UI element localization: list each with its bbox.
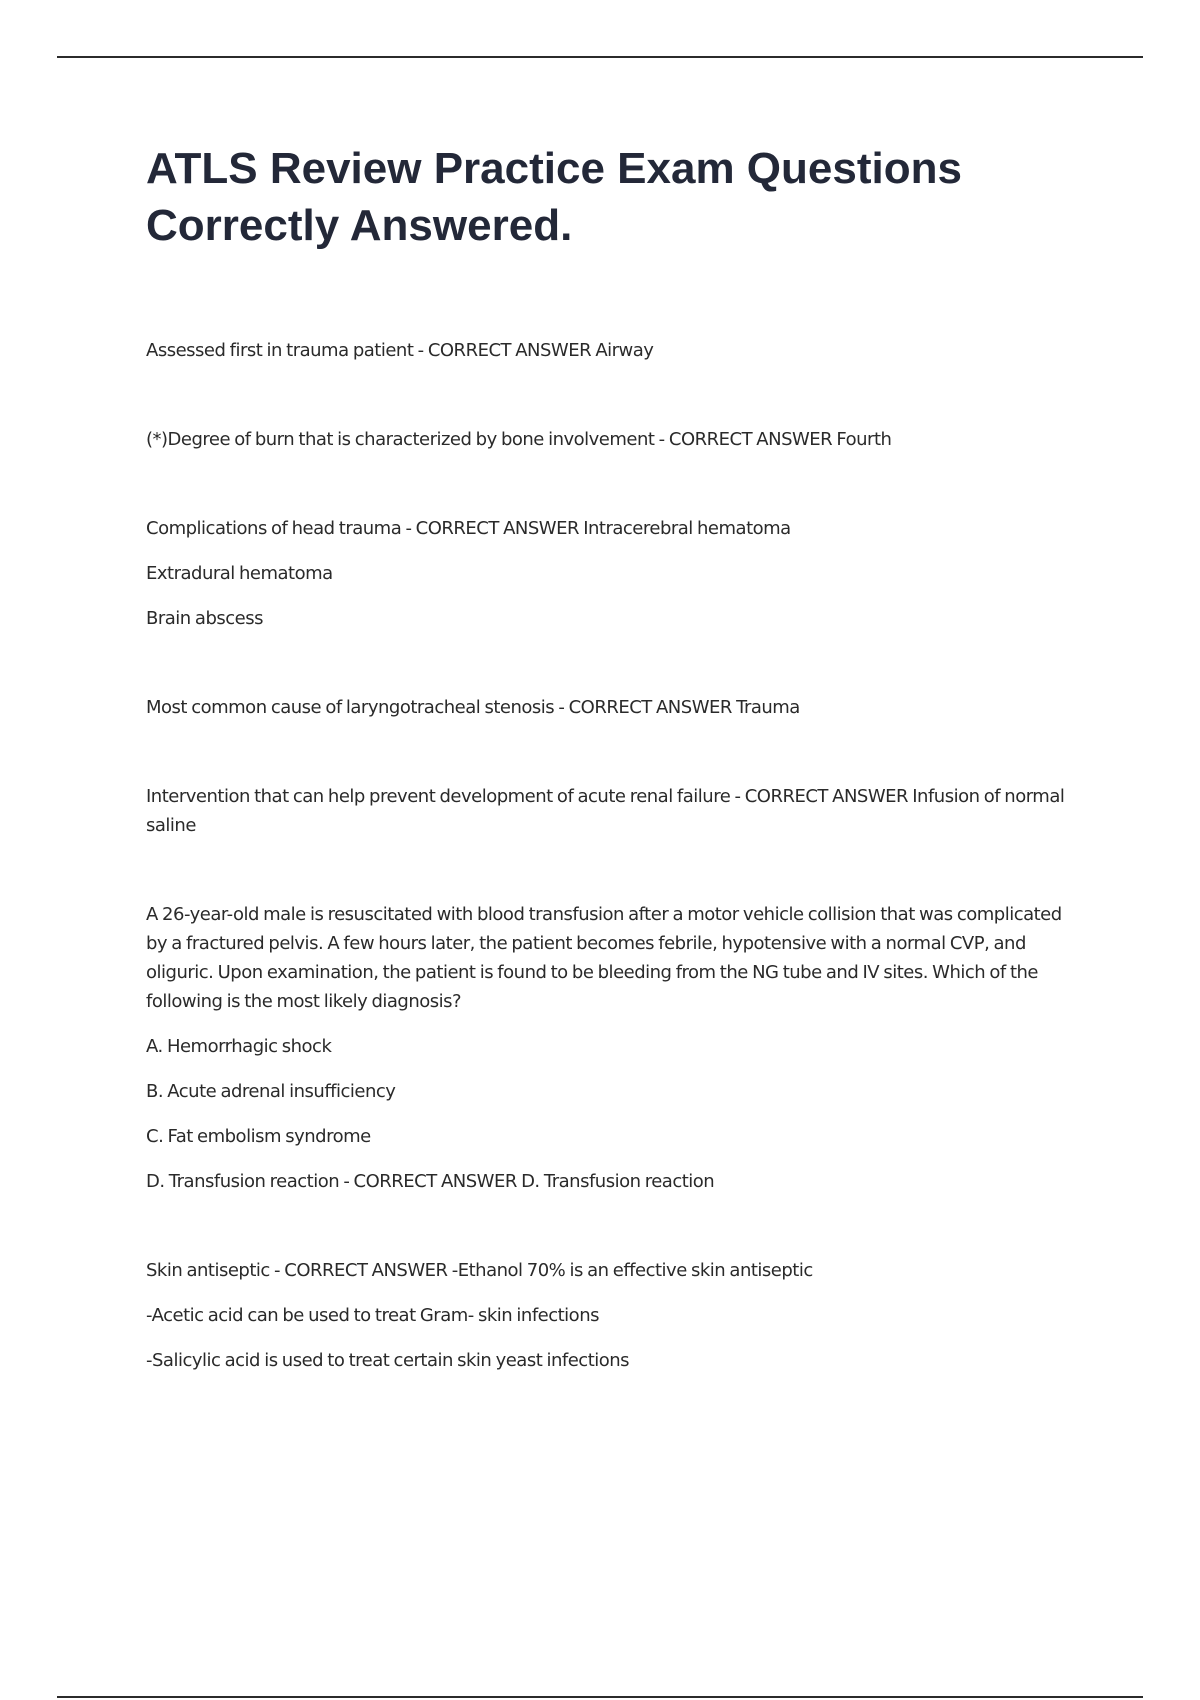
qa-line: Brain abscess bbox=[146, 608, 263, 629]
qa-list bbox=[146, 336, 1076, 1375]
qa-item bbox=[146, 336, 1076, 365]
qa-line: Assessed first in trauma patient - CORRECT ANSWER Airway bbox=[146, 340, 654, 361]
qa-item bbox=[146, 782, 1076, 840]
qa-line: Complications of head trauma - CORRECT ANSWER Intracerebral hematoma bbox=[146, 518, 791, 539]
qa-line: Skin antiseptic - CORRECT ANSWER -Ethanol 70% is an effective skin antiseptic bbox=[146, 1260, 813, 1281]
answer-option: D. Transfusion reaction - CORRECT ANSWER D. Transfusion reaction bbox=[146, 1171, 715, 1192]
qa-item bbox=[146, 425, 1076, 454]
qa-line: Intervention that can help prevent development of acute renal failure - CORRECT ANSWER Infusion of normal saline bbox=[146, 786, 1065, 836]
qa-item bbox=[146, 1256, 1076, 1375]
qa-line: Extradural hematoma bbox=[146, 563, 333, 584]
qa-item bbox=[146, 514, 1076, 633]
answer-option: C. Fat embolism syndrome bbox=[146, 1126, 371, 1147]
qa-line: -Acetic acid can be used to treat Gram- skin infections bbox=[146, 1305, 599, 1326]
document-body bbox=[146, 140, 1076, 1435]
qa-line: -Salicylic acid is used to treat certain skin yeast infections bbox=[146, 1350, 630, 1371]
answer-option: A. Hemorrhagic shock bbox=[146, 1036, 332, 1057]
qa-line: (*)Degree of burn that is characterized by bone involvement - CORRECT ANSWER Fourth bbox=[146, 429, 892, 450]
answer-option: B. Acute adrenal insufficiency bbox=[146, 1081, 396, 1102]
document-title: ATLS Review Practice Exam Questions Correctly Answered. bbox=[146, 144, 962, 250]
qa-line: Most common cause of laryngotracheal stenosis - CORRECT ANSWER Trauma bbox=[146, 697, 800, 718]
top-divider bbox=[57, 56, 1143, 58]
question-stem: A 26-year-old male is resuscitated with blood transfusion after a motor vehicle collision that was complicated by a fractured pelvis. A few hours later, the patient becomes febrile, hypotensive with a normal CVP, and oliguric. Upon examination, the patient is found to be bleeding from the NG tube and IV sites. Which of the following is the most likely diagnosis? bbox=[146, 904, 1062, 1012]
qa-item bbox=[146, 900, 1076, 1196]
qa-item bbox=[146, 693, 1076, 722]
bottom-divider bbox=[57, 1696, 1143, 1698]
